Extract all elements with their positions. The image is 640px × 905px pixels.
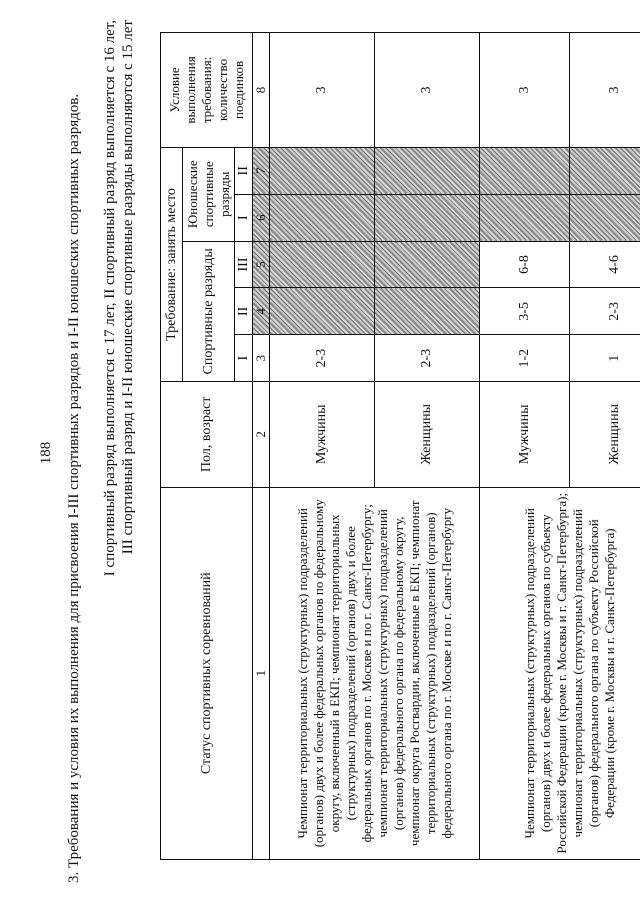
- bouts-cell: 3: [570, 33, 640, 148]
- col-number: 1: [253, 487, 270, 859]
- header-status: Статус спортивных соревнований: [161, 487, 253, 859]
- rank-3-cell: 4-6: [570, 241, 640, 288]
- youth-1-cell: [270, 194, 375, 241]
- header-rank-1: I: [235, 335, 253, 382]
- sex-cell: Мужчины: [480, 382, 570, 487]
- youth-1-cell: [480, 194, 570, 241]
- header-rank-2: II: [235, 288, 253, 335]
- rank-3-cell: [270, 241, 375, 288]
- section-heading: 3. Требования и условия их выполнения для присвоения I-III спортивных разрядов и I-II юношеских спортивных разрядов.: [66, 93, 82, 883]
- rank-1-cell: 1: [570, 335, 640, 382]
- age-condition-line-2: III спортивный разряд и I-II юношеские спортивные разряды выполняются с 15 лет: [120, 20, 136, 555]
- header-rank-3: III: [235, 241, 253, 288]
- youth-2-cell: [570, 147, 640, 194]
- col-number: 3: [253, 335, 270, 382]
- rank-2-cell: [375, 288, 480, 335]
- header-condition: Условие выполнения требования: количество поединков: [161, 33, 253, 148]
- header-youth-ranks: Юношеские спортивные разряды: [183, 147, 235, 241]
- header-sex-age: Пол, возраст: [161, 382, 253, 487]
- rank-2-cell: [270, 288, 375, 335]
- col-number: 2: [253, 382, 270, 487]
- age-condition-line-1: I спортивный разряд выполняется с 17 лет, II спортивный разряд выполняется с 16 лет,: [102, 20, 118, 577]
- rank-1-cell: 2-3: [270, 335, 375, 382]
- youth-2-cell: [480, 147, 570, 194]
- rank-1-cell: 2-3: [375, 335, 480, 382]
- col-number: 8: [253, 33, 270, 148]
- sex-cell: Женщины: [570, 382, 640, 487]
- rank-1-cell: 1-2: [480, 335, 570, 382]
- rank-2-cell: 2-3: [570, 288, 640, 335]
- sex-cell: Мужчины: [270, 382, 375, 487]
- rank-3-cell: 6-8: [480, 241, 570, 288]
- col-number: 7: [253, 147, 270, 194]
- bouts-cell: 3: [375, 33, 480, 148]
- youth-1-cell: [375, 194, 480, 241]
- status-cell: Чемпионат территориальных (структурных) подразделений (органов) двух и более федеральных органов по субъекту Российской Федерации (кроме г. Москвы и г. Санкт-Петербурга); чемпионат территориальных (структурных) подразделений (органов) федерального органа по субъекту Российской Федерации (кроме г. Москвы и г. Санкт-Петербурга): [480, 487, 640, 859]
- youth-2-cell: [375, 147, 480, 194]
- rank-3-cell: [375, 241, 480, 288]
- sex-cell: Женщины: [375, 382, 480, 487]
- col-number: 6: [253, 194, 270, 241]
- header-sport-ranks: Спортивные разряды: [183, 241, 235, 382]
- rank-2-cell: 3-5: [480, 288, 570, 335]
- status-cell: Чемпионат территориальных (структурных) подразделений (органов) двух и более федеральных органов по федеральному округу, включенный в ЕКП; чемпионат территориальных (структурных) подразделений (органов) двух и более федеральных органов по г. Москве и по г. Санкт-Петербургу; чемпионат территориальных (структурных) подразделений (органов) федерального органа по федеральному округу, чемпионат округа Росгвардии, включенные в ЕКП; чемпионат территориальных (структурных) подразделений (органов) федерального органа по г. Москве и по г. Санкт-Петербургу: [270, 487, 480, 859]
- youth-2-cell: [270, 147, 375, 194]
- page-number: 188: [38, 441, 54, 465]
- header-youth-2: II: [235, 147, 253, 194]
- col-number: 5: [253, 241, 270, 288]
- requirements-table: [160, 32, 640, 860]
- bouts-cell: 3: [270, 33, 375, 148]
- header-youth-1: I: [235, 194, 253, 241]
- youth-1-cell: [570, 194, 640, 241]
- table-row: [480, 33, 570, 860]
- header-requirement: Требование: занять место: [161, 147, 183, 381]
- col-number: 4: [253, 288, 270, 335]
- table-row: [270, 33, 375, 860]
- bouts-cell: 3: [480, 33, 570, 148]
